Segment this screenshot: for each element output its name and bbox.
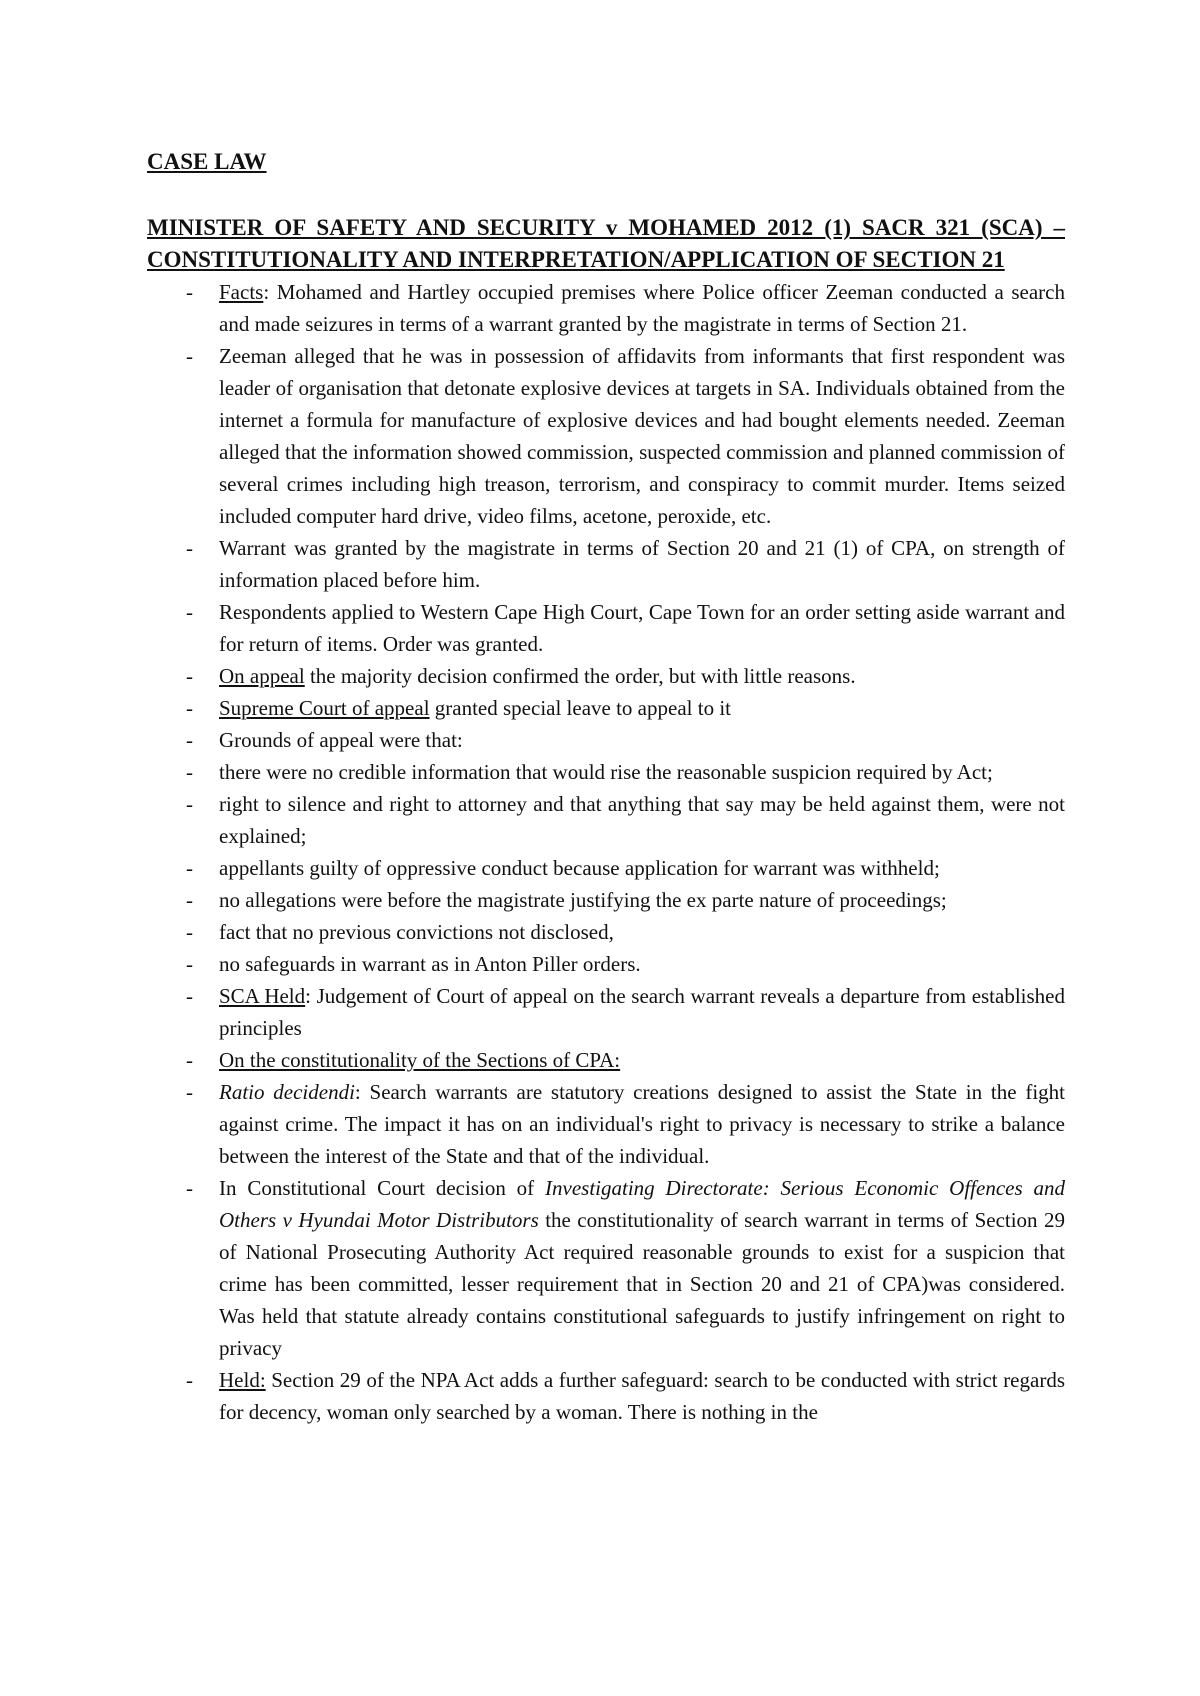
list-item — [147, 692, 1065, 724]
item-text: Zeeman alleged that he was in possession of affidavits from informants that first respondent was leader of organisation that detonate explosive devices at targets in SA. Individuals obtained from the internet a formula for manufacture of explosive devices and had bought elements needed. Zeeman alleged that the information showed commission, suspected commission and planned commission of several crimes including high treason, terrorism, and conspiracy to commit murder. Items seized included computer hard drive, video films, acetone, peroxide, etc. — [219, 344, 1065, 528]
item-label: Held: — [219, 1368, 266, 1392]
case-heading-line-2: CONSTITUTIONALITY AND INTERPRETATION/APPLICATION OF SECTION 21 — [147, 247, 1005, 272]
bullet-dash: - — [186, 728, 193, 752]
bullet-dash: - — [186, 760, 193, 784]
list-item — [147, 660, 1065, 692]
list-item — [147, 532, 1065, 596]
bullet-dash: - — [186, 1368, 193, 1392]
list-item — [147, 980, 1065, 1044]
item-label: SCA Held — [219, 984, 306, 1008]
item-text-after: the constitutionality of search warrant in terms of Section 29 of National Prosecuting Authority Act required reasonable grounds to exist for a suspicion that crime has been committed, lesser requirement that in Section 20 and 21 of CPA)was considered. Was held that statute already contains constitutional safeguards to justify infringement on right to privacy — [219, 1208, 1065, 1360]
bullet-dash: - — [186, 792, 193, 816]
item-separator: : — [263, 280, 270, 304]
item-text: no allegations were before the magistrate justifying the ex parte nature of proceedings; — [219, 888, 947, 912]
bullet-dash: - — [186, 696, 193, 720]
list-item — [147, 724, 1065, 756]
bullet-dash: - — [186, 984, 193, 1008]
list-item — [147, 756, 1065, 788]
list-item — [147, 340, 1065, 532]
bullet-dash: - — [186, 1080, 193, 1104]
list-item — [147, 948, 1065, 980]
item-text: granted special leave to appeal to it — [429, 696, 731, 720]
item-label: Supreme Court of appeal — [219, 696, 430, 720]
list-item — [147, 276, 1065, 340]
bullet-dash: - — [186, 920, 193, 944]
list-item — [147, 852, 1065, 884]
item-text: fact that no previous convictions not disclosed, — [219, 920, 614, 944]
item-text: : Search warrants are statutory creations designed to assist the State in the fight against crime. The impact it has on an individual's right to privacy is necessary to strike a balance between the interest of the State and that of the individual. — [219, 1080, 1065, 1168]
case-points-list — [147, 276, 1065, 1428]
item-italic-case-name: Investigating Directorate: Serious Economic Offences and Others v Hyundai Motor Distributors — [219, 1176, 1065, 1232]
item-text: Warrant was granted by the magistrate in terms of Section 20 and 21 (1) of CPA, on strength of information placed before him. — [219, 536, 1065, 592]
item-text: Judgement of Court of appeal on the search warrant reveals a departure from established principles — [219, 984, 1066, 1040]
list-item — [147, 596, 1065, 660]
list-item — [147, 1172, 1065, 1364]
bullet-dash: - — [186, 888, 193, 912]
item-text: Section 29 of the NPA Act adds a further safeguard: search to be conducted with strict regards for decency, woman only searched by a woman. There is nothing in the — [219, 1368, 1065, 1424]
item-text: right to silence and right to attorney and that anything that say may be held against them, were not explained; — [219, 792, 1065, 848]
item-text: Respondents applied to Western Cape High Court, Cape Town for an order setting aside warrant and for return of items. Order was granted. — [219, 600, 1065, 656]
bullet-dash: - — [186, 1176, 193, 1200]
case-heading-line-1: MINISTER OF SAFETY AND SECURITY v MOHAMED 2012 (1) SACR 321 (SCA) – — [147, 215, 1065, 240]
item-text: Mohamed and Hartley occupied premises where Police officer Zeeman conducted a search and made seizures in terms of a warrant granted by the magistrate in terms of Section 21. — [219, 280, 1065, 336]
list-item — [147, 916, 1065, 948]
list-item — [147, 788, 1065, 852]
item-label: Facts — [219, 280, 264, 304]
item-text: no safeguards in warrant as in Anton Piller orders. — [219, 952, 641, 976]
item-text: appellants guilty of oppressive conduct because application for warrant was withheld; — [219, 856, 940, 880]
bullet-dash: - — [186, 600, 193, 624]
item-text: Grounds of appeal were that: — [219, 728, 463, 752]
bullet-dash: - — [186, 952, 193, 976]
item-label: On the constitutionality of the Sections of CPA: — [219, 1048, 621, 1072]
bullet-dash: - — [186, 280, 193, 304]
document-content — [147, 146, 1065, 1428]
bullet-dash: - — [186, 856, 193, 880]
list-item — [147, 1044, 1065, 1076]
item-text: In Constitutional Court decision of — [219, 1176, 546, 1200]
item-separator: : — [305, 984, 311, 1008]
item-italic-lead: Ratio decidendi — [219, 1080, 355, 1104]
section-title: CASE LAW — [147, 149, 267, 174]
item-text: the majority decision confirmed the order, but with little reasons. — [304, 664, 856, 688]
bullet-dash: - — [186, 1048, 193, 1072]
list-item — [147, 884, 1065, 916]
bullet-dash: - — [186, 344, 193, 368]
bullet-dash: - — [186, 536, 193, 560]
item-label: On appeal — [219, 664, 305, 688]
list-item — [147, 1364, 1065, 1428]
item-text: there were no credible information that would rise the reasonable suspicion required by Act; — [219, 760, 993, 784]
bullet-dash: - — [186, 664, 193, 688]
list-item — [147, 1076, 1065, 1172]
